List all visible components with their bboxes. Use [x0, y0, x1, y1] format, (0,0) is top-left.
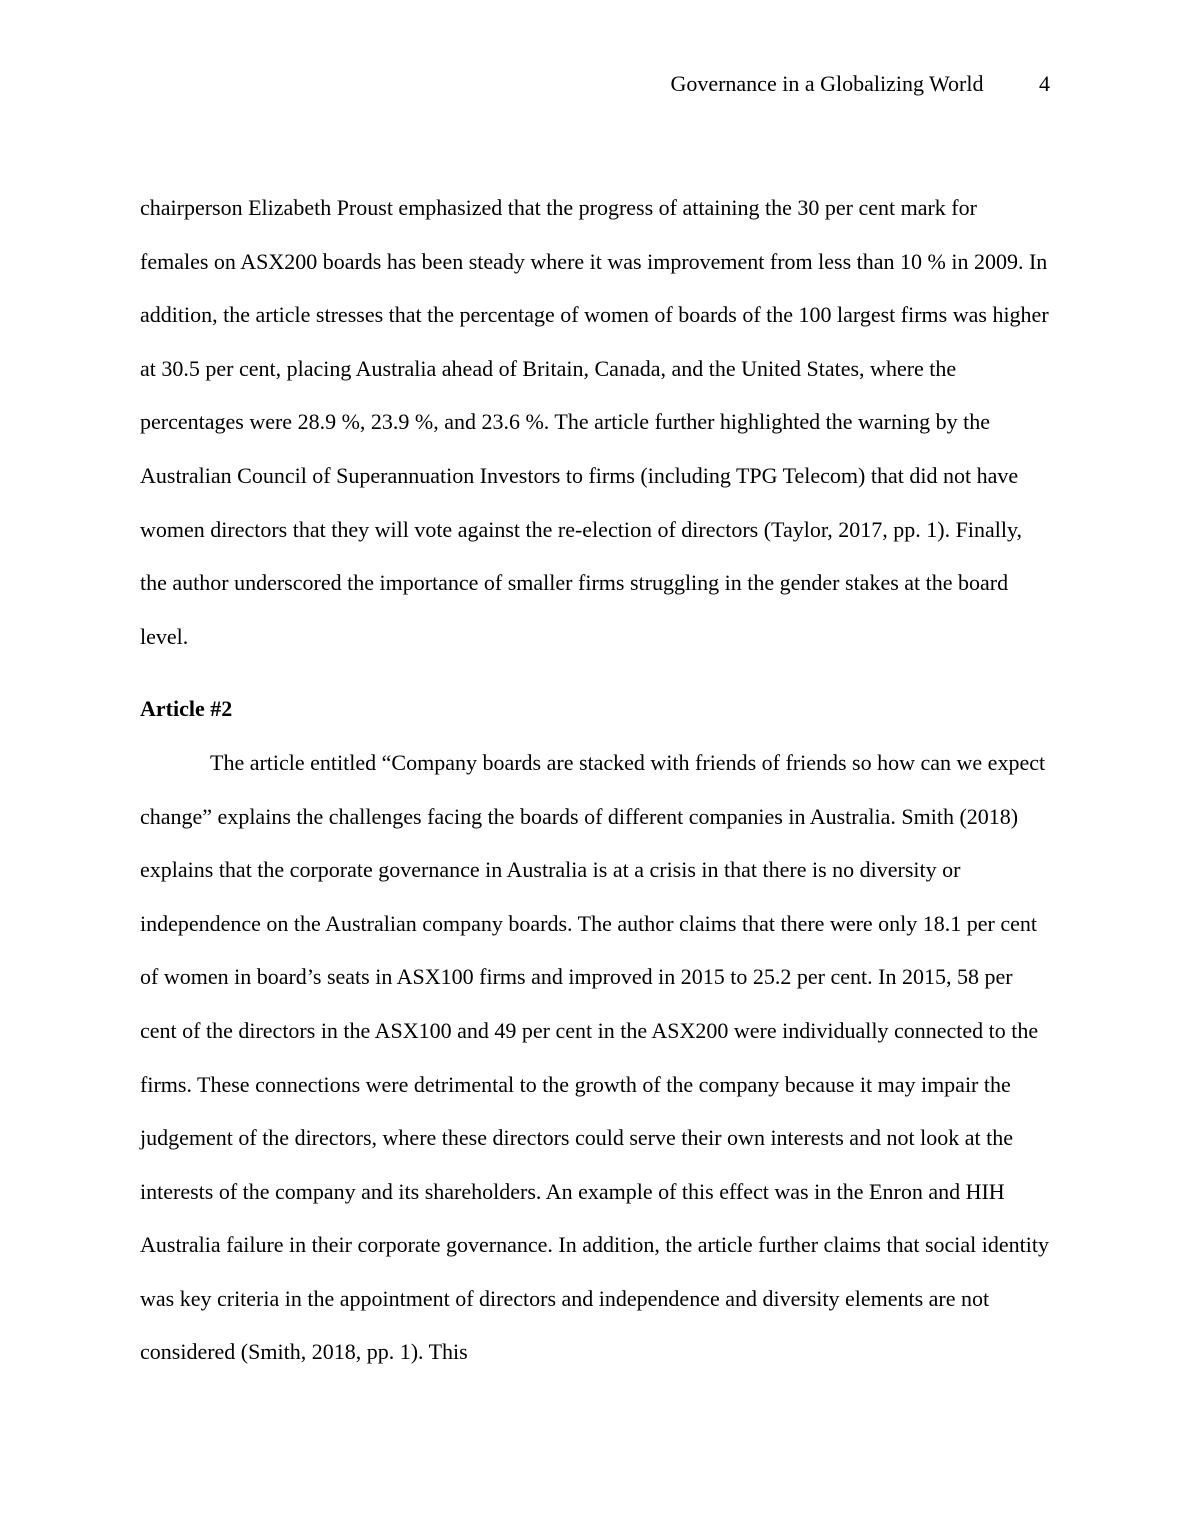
running-head: Governance in a Globalizing World: [670, 71, 984, 96]
page-header: [670, 70, 1050, 98]
document-body: [140, 181, 1050, 1379]
paragraph-article-2: The article entitled “Company boards are stacked with friends of friends so how can we expect change” explains the challenges facing the boards of different companies in Australia. Smith (2018) explains that the corporate governance in Australia is at a crisis in that there is no diversity or independence on the Australian company boards. The author claims that there were only 18.1 per cent of women in board’s seats in ASX100 firms and improved in 2015 to 25.2 per cent. In 2015, 58 per cent of the directors in the ASX100 and 49 per cent in the ASX200 were individually connected to the firms. These connections were detrimental to the growth of the company because it may impair the judgement of the directors, where these directors could serve their own interests and not look at the interests of the company and its shareholders. An example of this effect was in the Enron and HIH Australia failure in their corporate governance. In addition, the article further claims that social identity was key criteria in the appointment of directors and independence and diversity elements are not considered (Smith, 2018, pp. 1). This: [140, 749, 1049, 1365]
paragraph-continued: chairperson Elizabeth Proust emphasized that the progress of attaining the 30 per cent mark for females on ASX200 boards has been steady where it was improvement from less than 10 % in 2009. In addition, the article stresses that the percentage of women of boards of the 100 largest firms was higher at 30.5 per cent, placing Australia ahead of Britain, Canada, and the United States, where the percentages were 28.9 %, 23.9 %, and 23.6 %. The article further highlighted the warning by the Australian Council of Superannuation Investors to firms (including TPG Telecom) that did not have women directors that they will vote against the re-election of directors (Taylor, 2017, pp. 1). Finally, the author underscored the importance of smaller firms struggling in the gender stakes at the board level.: [140, 195, 1049, 649]
page-number: 4: [1039, 71, 1050, 96]
section-heading-article-2: Article #2: [140, 696, 233, 722]
